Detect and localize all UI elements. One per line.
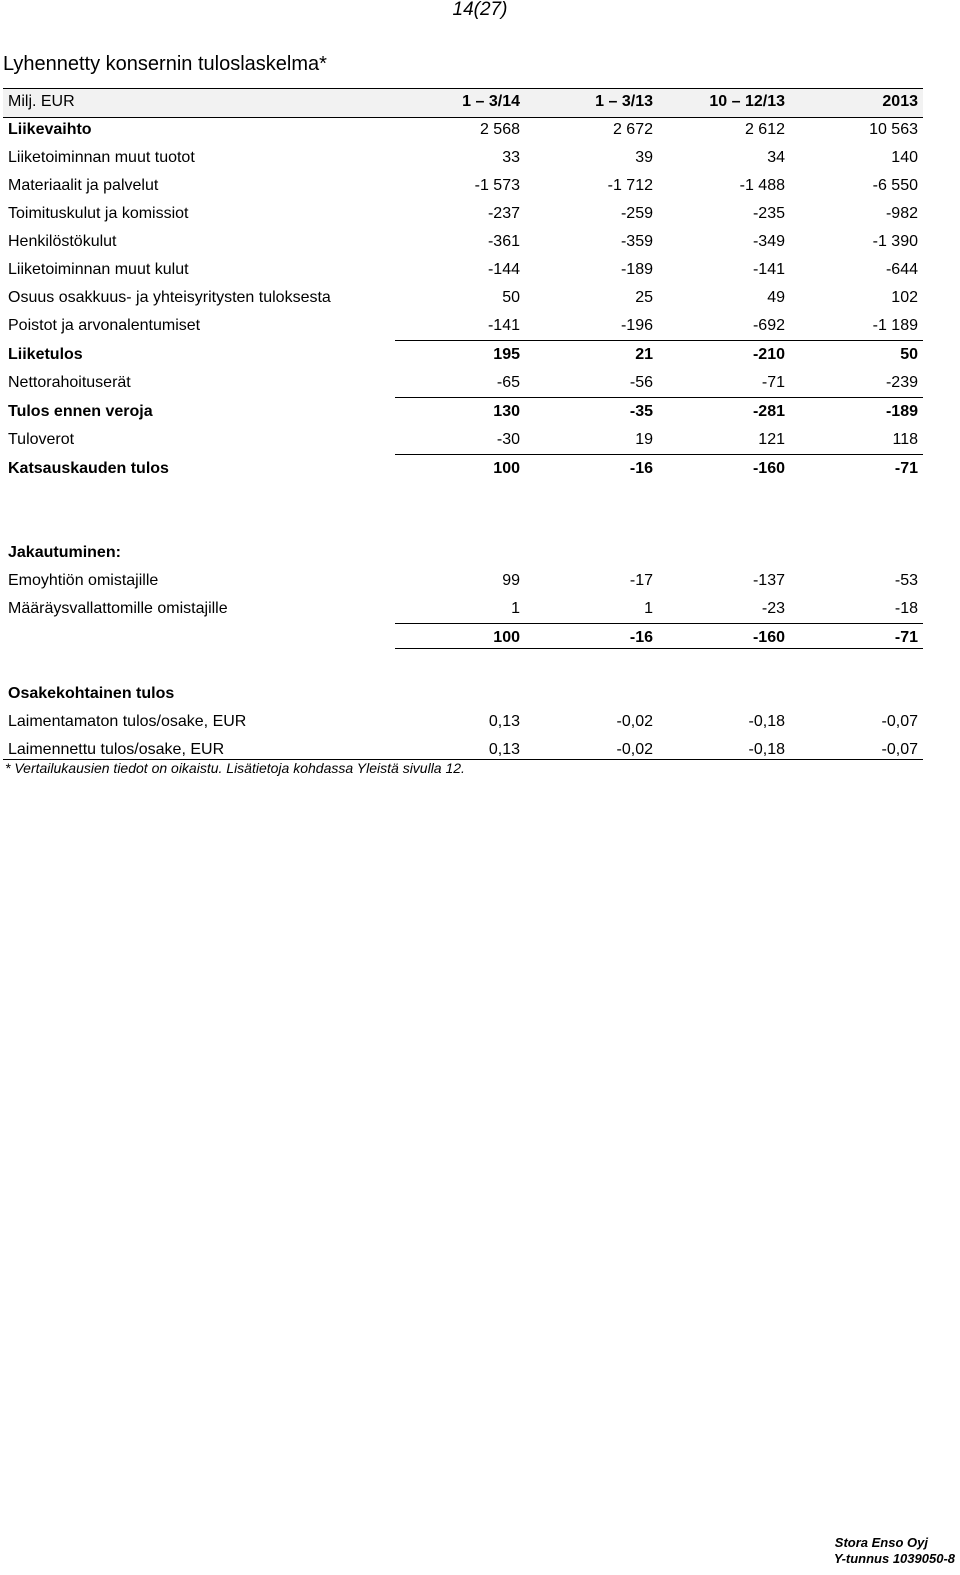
row-value: 195 bbox=[493, 346, 520, 363]
row-label: Laimennettu tulos/osake, EUR bbox=[8, 741, 225, 758]
table-row bbox=[3, 145, 923, 173]
header-col-q4-13: 10 – 12/13 bbox=[709, 93, 785, 110]
table-row bbox=[3, 201, 923, 229]
row-value: -0,02 bbox=[616, 741, 653, 758]
row-value: -16 bbox=[629, 460, 653, 477]
row-value: -196 bbox=[620, 317, 653, 334]
table-row bbox=[3, 568, 923, 596]
row-value: 49 bbox=[767, 289, 785, 306]
row-value: -281 bbox=[752, 403, 785, 420]
row-value: 99 bbox=[502, 572, 520, 589]
table-row bbox=[3, 370, 923, 398]
row-value: -17 bbox=[629, 572, 653, 589]
row-value: 100 bbox=[493, 460, 520, 477]
row-value: -259 bbox=[620, 205, 653, 222]
row-value: -71 bbox=[761, 374, 785, 391]
row-value: 121 bbox=[758, 431, 785, 448]
row-label: Materiaalit ja palvelut bbox=[8, 177, 159, 194]
row-value: -361 bbox=[487, 233, 520, 250]
row-value: -141 bbox=[487, 317, 520, 334]
row-value: -239 bbox=[885, 374, 918, 391]
row-label: Emoyhtiön omistajille bbox=[8, 572, 159, 589]
row-value: -189 bbox=[885, 403, 918, 420]
subtotal-rule bbox=[395, 340, 923, 341]
row-value: -1 488 bbox=[739, 177, 785, 194]
row-value: -1 573 bbox=[474, 177, 520, 194]
row-label: Liiketoiminnan muut tuotot bbox=[8, 149, 195, 166]
row-value: 0,13 bbox=[488, 713, 520, 730]
table-row bbox=[3, 427, 923, 455]
row-label: Henkilöstökulut bbox=[8, 233, 117, 250]
table-row bbox=[3, 285, 923, 313]
row-value: -692 bbox=[752, 317, 785, 334]
row-value: 102 bbox=[891, 289, 918, 306]
distribution-heading-row bbox=[3, 540, 923, 568]
row-value: -982 bbox=[885, 205, 918, 222]
row-value: -56 bbox=[629, 374, 653, 391]
row-value: -53 bbox=[894, 572, 918, 589]
row-value: 25 bbox=[635, 289, 653, 306]
row-value: -160 bbox=[752, 629, 785, 646]
row-label: Tulos ennen veroja bbox=[8, 403, 153, 420]
table-row bbox=[3, 342, 923, 370]
row-value: -0,02 bbox=[616, 713, 653, 730]
row-label: Liiketulos bbox=[8, 346, 83, 363]
row-value: -1 712 bbox=[607, 177, 653, 194]
table-row bbox=[3, 456, 923, 484]
row-value: -210 bbox=[752, 346, 785, 363]
row-value: 50 bbox=[900, 346, 918, 363]
table-row bbox=[3, 709, 923, 737]
eps-heading-row bbox=[3, 681, 923, 709]
subtotal-rule bbox=[395, 397, 923, 398]
table-row bbox=[3, 313, 923, 341]
row-value: 1 bbox=[644, 600, 653, 617]
row-value: -1 390 bbox=[872, 233, 918, 250]
row-value: 2 672 bbox=[612, 121, 653, 138]
table-header-row bbox=[3, 88, 923, 118]
row-value: 1 bbox=[511, 600, 520, 617]
row-label: Liikevaihto bbox=[8, 121, 92, 138]
row-value: 19 bbox=[635, 431, 653, 448]
row-label: Liiketoiminnan muut kulut bbox=[8, 261, 189, 278]
row-value: -16 bbox=[629, 629, 653, 646]
distribution-heading: Jakautuminen: bbox=[8, 544, 121, 561]
row-label: Määräysvallattomille omistajille bbox=[8, 600, 228, 617]
row-value: 2 612 bbox=[744, 121, 785, 138]
row-value: -30 bbox=[496, 431, 520, 448]
row-value: -359 bbox=[620, 233, 653, 250]
row-label: Poistot ja arvonalentumiset bbox=[8, 317, 201, 334]
row-value: -6 550 bbox=[872, 177, 918, 194]
header-col-q1-14: 1 – 3/14 bbox=[462, 93, 520, 110]
row-value: 0,13 bbox=[488, 741, 520, 758]
row-value: 39 bbox=[635, 149, 653, 166]
row-value: -23 bbox=[761, 600, 785, 617]
total-rule bbox=[395, 648, 923, 649]
row-label: Nettorahoituserät bbox=[8, 374, 131, 391]
row-value: 140 bbox=[891, 149, 918, 166]
row-label: Tuloverot bbox=[8, 431, 75, 448]
row-value: -141 bbox=[752, 261, 785, 278]
footnote: * Vertailukausien tiedot on oikaistu. Lisätietoja kohdassa Yleistä sivulla 12. bbox=[5, 760, 465, 776]
eps-heading: Osakekohtainen tulos bbox=[8, 685, 175, 702]
table-row bbox=[3, 229, 923, 257]
row-value: 33 bbox=[502, 149, 520, 166]
row-label: Osuus osakkuus- ja yhteisyritysten tuloksesta bbox=[8, 289, 331, 306]
subtotal-rule bbox=[395, 454, 923, 455]
row-value: -235 bbox=[752, 205, 785, 222]
statement-title: Lyhennetty konsernin tuloslaskelma* bbox=[3, 53, 327, 75]
row-label: Toimituskulut ja komissiot bbox=[8, 205, 189, 222]
row-value: -237 bbox=[487, 205, 520, 222]
table-row bbox=[3, 257, 923, 285]
row-value: -0,07 bbox=[881, 713, 918, 730]
header-col-2013: 2013 bbox=[882, 93, 918, 110]
row-value: -137 bbox=[752, 572, 785, 589]
company-name: Stora Enso Oyj bbox=[834, 1535, 928, 1550]
row-value: -349 bbox=[752, 233, 785, 250]
row-label: Laimentamaton tulos/osake, EUR bbox=[8, 713, 247, 730]
row-value: -144 bbox=[487, 261, 520, 278]
row-value: -0,07 bbox=[881, 741, 918, 758]
row-value: -18 bbox=[894, 600, 918, 617]
table-row bbox=[3, 596, 923, 624]
subtotal-rule bbox=[395, 623, 923, 624]
company-id: Y-tunnus 1039050-8 bbox=[833, 1551, 955, 1566]
row-value: 2 568 bbox=[479, 121, 520, 138]
row-value: 130 bbox=[493, 403, 520, 420]
table-row bbox=[3, 173, 923, 201]
row-value: -0,18 bbox=[748, 741, 785, 758]
row-value: 100 bbox=[493, 629, 520, 646]
row-value: 50 bbox=[502, 289, 520, 306]
row-value: 21 bbox=[635, 346, 653, 363]
row-value: -644 bbox=[885, 261, 918, 278]
row-value: -71 bbox=[894, 460, 918, 477]
row-value: -0,18 bbox=[748, 713, 785, 730]
row-value: -160 bbox=[752, 460, 785, 477]
row-value: -1 189 bbox=[872, 317, 918, 334]
header-unit: Milj. EUR bbox=[8, 93, 75, 110]
row-label: Katsauskauden tulos bbox=[8, 460, 169, 477]
row-value: 34 bbox=[767, 149, 785, 166]
row-value: -189 bbox=[620, 261, 653, 278]
table-row bbox=[3, 117, 923, 145]
row-value: -35 bbox=[629, 403, 653, 420]
row-value: 118 bbox=[892, 431, 918, 448]
row-value: -65 bbox=[496, 374, 520, 391]
row-value: 10 563 bbox=[869, 121, 918, 138]
row-value: -71 bbox=[894, 629, 918, 646]
table-row bbox=[3, 399, 923, 427]
header-col-q1-13: 1 – 3/13 bbox=[595, 93, 653, 110]
page-number: 14(27) bbox=[452, 0, 508, 20]
